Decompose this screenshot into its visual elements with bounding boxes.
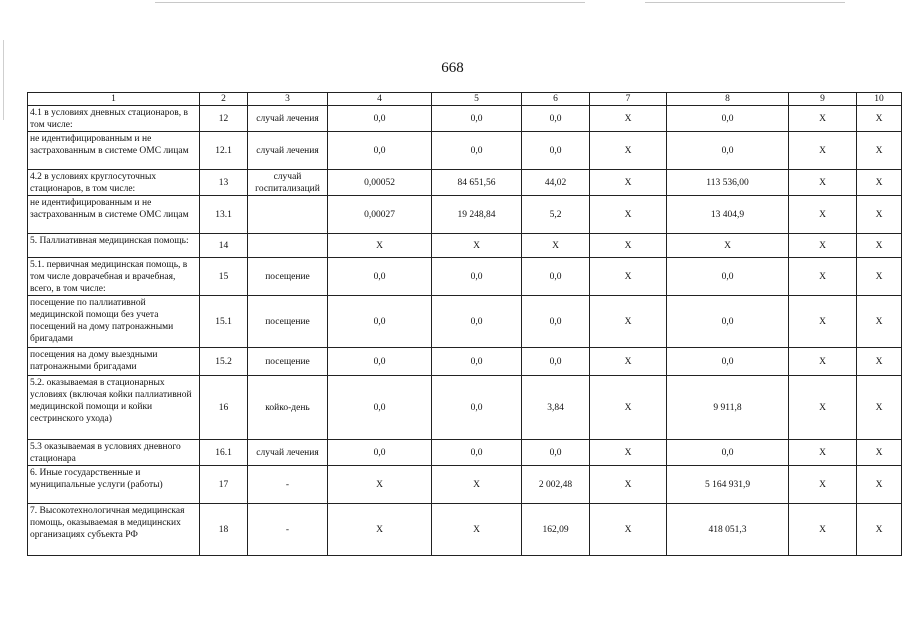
table-cell: 0,0: [328, 132, 432, 170]
table-cell: 0,0: [328, 440, 432, 466]
table-cell: 19 248,84: [432, 196, 522, 234]
table-cell: 0,0: [667, 258, 789, 296]
table-cell: X: [590, 258, 667, 296]
table-cell: 44,02: [522, 170, 590, 196]
column-header: 9: [789, 93, 857, 106]
table-cell: 0,0: [432, 132, 522, 170]
table-row: [28, 234, 902, 258]
table-cell: X: [590, 504, 667, 556]
table-cell: 16: [200, 376, 248, 440]
table-cell: 0,0: [328, 296, 432, 348]
table-cell: X: [328, 504, 432, 556]
scan-edge-line: [3, 40, 4, 120]
table-cell: X: [590, 196, 667, 234]
table-cell: X: [789, 504, 857, 556]
table-cell: посещение: [248, 258, 328, 296]
table-cell: 0,0: [667, 296, 789, 348]
table-cell: 0,0: [667, 440, 789, 466]
table-cell: X: [432, 504, 522, 556]
table-cell: 5,2: [522, 196, 590, 234]
table-cell: 0,0: [432, 296, 522, 348]
table-cell: X: [789, 296, 857, 348]
table-cell: 13: [200, 170, 248, 196]
table-cell: случай лечения: [248, 132, 328, 170]
table-cell: случай лечения: [248, 106, 328, 132]
column-header: 2: [200, 93, 248, 106]
data-table: [27, 92, 902, 556]
table-cell: X: [590, 296, 667, 348]
table-cell: 5. Паллиативная медицинская помощь:: [28, 234, 200, 258]
table-cell: посещение: [248, 348, 328, 376]
table-cell: посещения на дому выездными патронажными бригадами: [28, 348, 200, 376]
table-cell: 84 651,56: [432, 170, 522, 196]
table-cell: 0,0: [328, 258, 432, 296]
table-cell: 5 164 931,9: [667, 466, 789, 504]
table-cell: не идентифицированным и не застрахованным в системе ОМС лицам: [28, 132, 200, 170]
table-cell: 0,0: [667, 132, 789, 170]
column-header: 7: [590, 93, 667, 106]
table-row: [28, 466, 902, 504]
table-cell: 4.2 в условиях круглосуточных стационаров, в том числе:: [28, 170, 200, 196]
table-cell: X: [789, 466, 857, 504]
table-cell: X: [857, 440, 902, 466]
table-cell: X: [590, 234, 667, 258]
table-cell: 4.1 в условиях дневных стационаров, в том числе:: [28, 106, 200, 132]
table-cell: X: [789, 258, 857, 296]
table-cell: 0,0: [667, 348, 789, 376]
table-cell: -: [248, 466, 328, 504]
table-row: [28, 170, 902, 196]
table-cell: X: [328, 234, 432, 258]
table-cell: 418 051,3: [667, 504, 789, 556]
table-cell: X: [432, 234, 522, 258]
table-cell: 0,0: [522, 348, 590, 376]
table-cell: [248, 234, 328, 258]
column-header: 5: [432, 93, 522, 106]
table-cell: 0,0: [432, 106, 522, 132]
table-cell: 0,0: [522, 440, 590, 466]
table-cell: 6. Иные государственные и муниципальные услуги (работы): [28, 466, 200, 504]
table-cell: X: [789, 376, 857, 440]
table-cell: X: [857, 132, 902, 170]
table-cell: [248, 196, 328, 234]
table-cell: 0,00027: [328, 196, 432, 234]
table-row: [28, 348, 902, 376]
table-cell: X: [857, 234, 902, 258]
table-cell: 0,0: [667, 106, 789, 132]
table-cell: 5.1. первичная медицинская помощь, в том числе доврачебная и врачебная, всего, в том числе:: [28, 258, 200, 296]
table-cell: случай госпитализаций: [248, 170, 328, 196]
table-cell: X: [789, 132, 857, 170]
scan-edge-line: [645, 2, 845, 3]
table-cell: X: [789, 106, 857, 132]
table-cell: X: [590, 106, 667, 132]
table-cell: посещение: [248, 296, 328, 348]
table-cell: X: [590, 376, 667, 440]
table-row: [28, 258, 902, 296]
table-cell: X: [857, 296, 902, 348]
table-cell: 14: [200, 234, 248, 258]
table-cell: 13 404,9: [667, 196, 789, 234]
table-cell: 2 002,48: [522, 466, 590, 504]
table-row: [28, 196, 902, 234]
table-cell: X: [857, 258, 902, 296]
table-cell: 0,0: [328, 376, 432, 440]
column-number-row: [28, 93, 902, 106]
table-cell: 0,0: [432, 440, 522, 466]
table-cell: 0,0: [522, 296, 590, 348]
table-cell: -: [248, 504, 328, 556]
table-cell: случай лечения: [248, 440, 328, 466]
table-cell: X: [857, 106, 902, 132]
table-cell: X: [789, 348, 857, 376]
table-cell: 113 536,00: [667, 170, 789, 196]
table-cell: X: [590, 466, 667, 504]
table-cell: 0,0: [522, 258, 590, 296]
table-cell: X: [667, 234, 789, 258]
table-cell: 17: [200, 466, 248, 504]
table-cell: X: [789, 234, 857, 258]
column-header: 4: [328, 93, 432, 106]
table-cell: 162,09: [522, 504, 590, 556]
table-row: [28, 106, 902, 132]
table-cell: 15.2: [200, 348, 248, 376]
table-cell: X: [857, 466, 902, 504]
table-cell: X: [789, 440, 857, 466]
table-cell: X: [857, 504, 902, 556]
column-header: 1: [28, 93, 200, 106]
table-row: [28, 440, 902, 466]
table-cell: X: [522, 234, 590, 258]
table-cell: 0,00052: [328, 170, 432, 196]
table-cell: 7. Высокотехнологичная медицинская помощь, оказываемая в медицинских организациях субъекта РФ: [28, 504, 200, 556]
table-cell: 15: [200, 258, 248, 296]
page-number: 668: [441, 60, 464, 76]
column-header: 8: [667, 93, 789, 106]
table-cell: X: [432, 466, 522, 504]
table-cell: не идентифицированным и не застрахованным в системе ОМС лицам: [28, 196, 200, 234]
column-header: 3: [248, 93, 328, 106]
table-cell: X: [857, 196, 902, 234]
table-cell: 0,0: [432, 258, 522, 296]
table-cell: 12: [200, 106, 248, 132]
table-cell: посещение по паллиативной медицинской помощи без учета посещений на дому патронажными бригадами: [28, 296, 200, 348]
table-row: [28, 504, 902, 556]
table-row: [28, 296, 902, 348]
table-cell: койко-день: [248, 376, 328, 440]
table-cell: 0,0: [522, 132, 590, 170]
table-cell: X: [590, 170, 667, 196]
table-cell: X: [590, 132, 667, 170]
table-cell: 0,0: [328, 348, 432, 376]
table-cell: 0,0: [432, 348, 522, 376]
table-row: [28, 132, 902, 170]
table-cell: 13.1: [200, 196, 248, 234]
scan-edge-line: [155, 2, 585, 3]
column-header: 10: [857, 93, 902, 106]
table-cell: 5.2. оказываемая в стационарных условиях (включая койки паллиативной медицинской помощи и койки сестринского ухода): [28, 376, 200, 440]
table-cell: X: [789, 196, 857, 234]
table-cell: X: [590, 348, 667, 376]
table-cell: 15.1: [200, 296, 248, 348]
table-cell: X: [590, 440, 667, 466]
table-cell: X: [789, 170, 857, 196]
table-cell: 16.1: [200, 440, 248, 466]
table-cell: X: [857, 170, 902, 196]
table-cell: X: [857, 376, 902, 440]
column-header: 6: [522, 93, 590, 106]
table-cell: 9 911,8: [667, 376, 789, 440]
table-cell: 0,0: [522, 106, 590, 132]
table-cell: 12.1: [200, 132, 248, 170]
table-cell: 5.3 оказываемая в условиях дневного стационара: [28, 440, 200, 466]
table-cell: 0,0: [328, 106, 432, 132]
table-cell: X: [328, 466, 432, 504]
table-cell: 0,0: [432, 376, 522, 440]
table-cell: 3,84: [522, 376, 590, 440]
table-row: [28, 376, 902, 440]
table-cell: 18: [200, 504, 248, 556]
table-cell: X: [857, 348, 902, 376]
